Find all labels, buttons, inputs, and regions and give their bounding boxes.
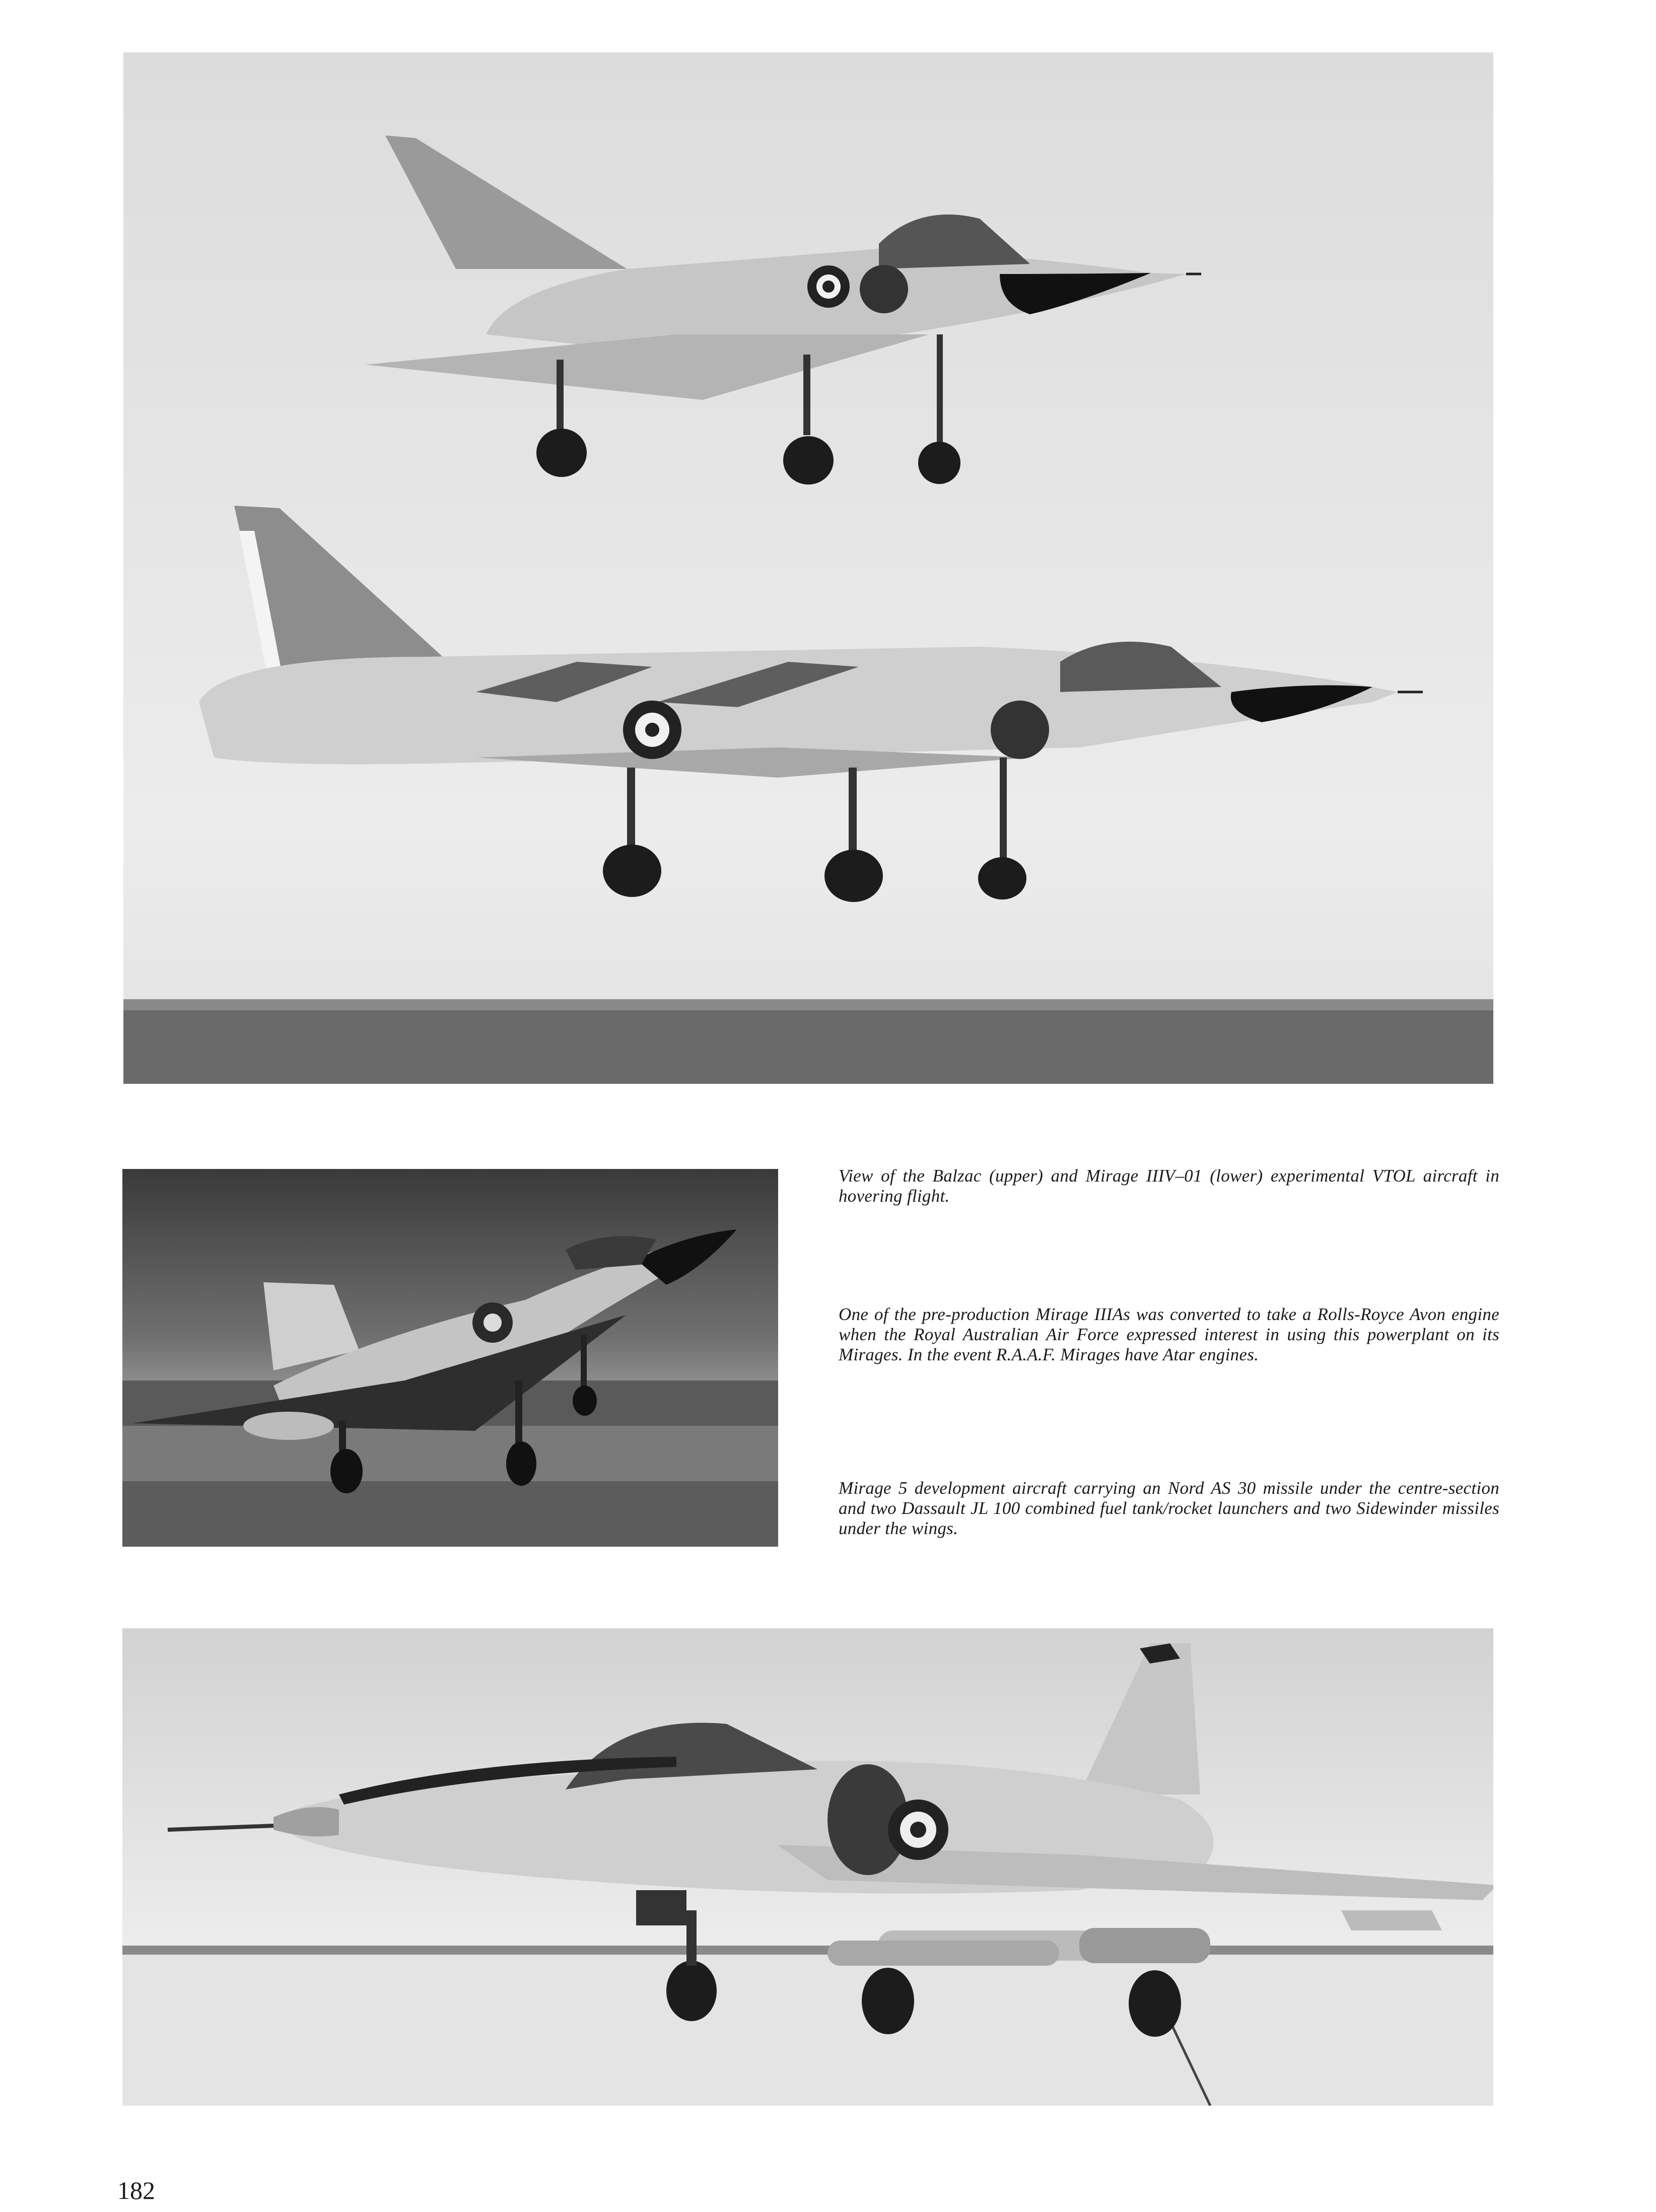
- caption-vtol: View of the Balzac (upper) and Mirage IIIV–01 (lower) experimental VTOL aircraft in hovering flight.: [839, 1166, 1499, 1206]
- caption-avon: One of the pre-production Mirage IIIAs was converted to take a Rolls-Royce Avon engine when the Royal Australian Air Force expressed interest in using this powerplant on its Mirages. In the event R.A.A.F. Mirages have Atar engines.: [839, 1304, 1499, 1364]
- page-number: 182: [117, 2176, 155, 2204]
- photo-vtol-aircraft: [123, 52, 1493, 1084]
- caption-mirage5: Mirage 5 development aircraft carrying an Nord AS 30 missile under the centre-section and two Dassault JL 100 combined fuel tank/rocket launchers and two Sidewinder missiles under the wings.: [839, 1478, 1499, 1538]
- photo-mirage-iiia-avon: [122, 1169, 778, 1547]
- photo-mirage-5: [122, 1628, 1493, 2106]
